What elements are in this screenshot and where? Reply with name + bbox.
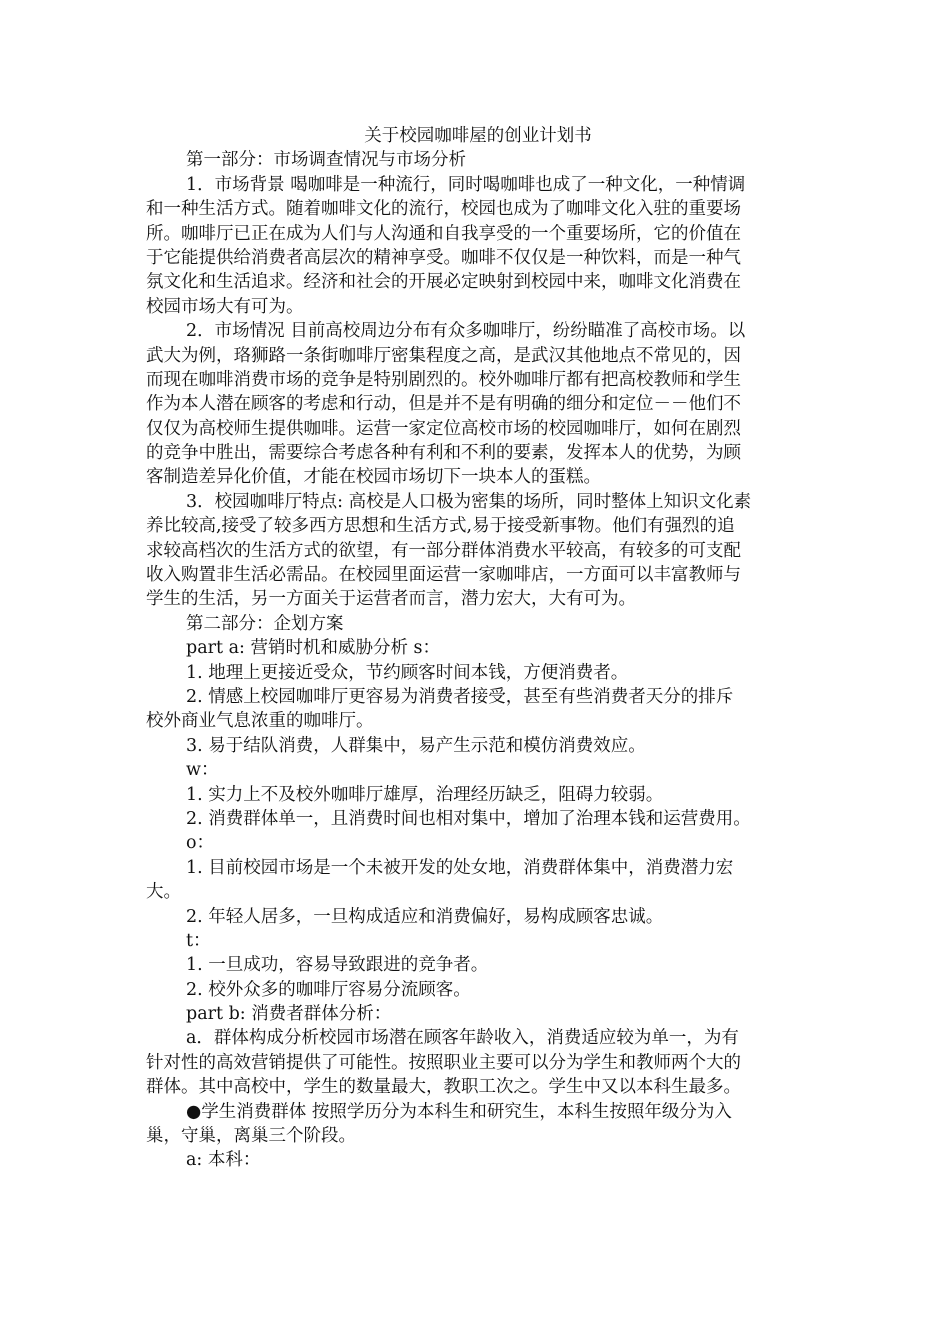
paragraph-line: 学生的生活，另一方面关于运营者而言，潜力宏大，大有可为。	[146, 589, 636, 610]
paragraph-line: 于它能提供给消费者高层次的精神享受。咖啡不仅仅是一种饮料，而是一种气	[146, 247, 741, 268]
paragraph-line: a: 本科：	[186, 1150, 261, 1171]
paragraph-line: 1. 地理上更接近受众，节约顾客时间本钱，方便消费者。	[186, 662, 629, 683]
paragraph-line: 3．校园咖啡厅特点: 高校是人口极为密集的场所，同时整体上知识文化素	[186, 491, 752, 512]
paragraph-line: 2．市场情况 目前高校周边分布有众多咖啡厅，纷纷瞄准了高校市场。以	[186, 321, 746, 342]
paragraph-line: w：	[186, 760, 219, 781]
paragraph-line: 第一部分：市场调查情况与市场分析	[186, 150, 466, 171]
paragraph-line: 针对性的高效营销提供了可能性。按照职业主要可以分为学生和教师两个大的	[146, 1052, 741, 1073]
paragraph-line: 客制造差异化价值，才能在校园市场切下一块本人的蛋糕。	[146, 467, 601, 488]
paragraph-line: 收入购置非生活必需品。在校园里面运营一家咖啡店，一方面可以丰富教师与	[146, 565, 741, 586]
paragraph-line: 和一种生活方式。随着咖啡文化的流行，校园也成为了咖啡文化入驻的重要场	[146, 199, 741, 220]
paragraph-line: 2. 年轻人居多，一旦构成适应和消费偏好，易构成顾客忠诚。	[186, 906, 664, 927]
paragraph-line: 2. 消费群体单一，且消费时间也相对集中，增加了治理本钱和运营费用。	[186, 808, 751, 829]
paragraph-line: 1．市场背景 喝咖啡是一种流行，同时喝咖啡也成了一种文化，一种情调	[186, 174, 746, 195]
paragraph-line: part b: 消费者群体分析：	[186, 1004, 392, 1025]
paragraph-line: 3. 易于结队消费，人群集中，易产生示范和模仿消费效应。	[186, 735, 646, 756]
paragraph-line: 2. 情感上校园咖啡厅更容易为消费者接受，甚至有些消费者天分的排斥	[186, 686, 734, 707]
paragraph-line: 群体。其中高校中，学生的数量最大，教职工次之。学生中又以本科生最多。	[146, 1077, 741, 1098]
paragraph-line: a．群体构成分析校园市场潜在顾客年龄收入，消费适应较为单一，为有	[186, 1028, 739, 1049]
paragraph-line: 仅仅为高校师生提供咖啡。运营一家定位高校市场的校园咖啡厅，如何在剧烈	[146, 418, 741, 439]
paragraph-line: 2. 校外众多的咖啡厅容易分流顾客。	[186, 979, 471, 1000]
paragraph-line: 大。	[146, 882, 181, 903]
paragraph-line: 校园市场大有可为。	[146, 296, 304, 317]
paragraph-line: 巢，守巢，离巢三个阶段。	[146, 1126, 356, 1147]
paragraph-line: o：	[186, 833, 215, 854]
paragraph-line: 而现在咖啡消费市场的竞争是特别剧烈的。校外咖啡厅都有把高校教师和学生	[146, 369, 741, 390]
paragraph-line: 的竞争中胜出，需要综合考虑各种有利和不利的要素，发挥本人的优势，为顾	[146, 443, 741, 464]
paragraph-line: 1. 实力上不及校外咖啡厅雄厚，治理经历缺乏，阻碍力较弱。	[186, 784, 664, 805]
paragraph-line: part a: 营销时机和威胁分析 s：	[186, 638, 441, 659]
paragraph-line: 1. 一旦成功，容易导致跟进的竞争者。	[186, 955, 489, 976]
document-body	[146, 148, 810, 1172]
paragraph-line: 所。咖啡厅已正在成为人们与人沟通和自我享受的一个重要场所，它的价值在	[146, 223, 741, 244]
paragraph-line: 氛文化和生活追求。经济和社会的开展必定映射到校园中来，咖啡文化消费在	[146, 272, 741, 293]
document-page	[146, 124, 810, 1173]
paragraph-line: 校外商业气息浓重的咖啡厅。	[146, 711, 374, 732]
paragraph-line: 求较高档次的生活方式的欲望，有一部分群体消费水平较高，有较多的可支配	[146, 540, 741, 561]
paragraph-line: ●学生消费群体 按照学历分为本科生和研究生，本科生按照年级分为入	[186, 1101, 732, 1122]
paragraph-line: 武大为例，珞狮路一条街咖啡厅密集程度之高，是武汉其他地点不常见的，因	[146, 345, 741, 366]
paragraph-line: 养比较高,接受了较多西方思想和生活方式,易于接受新事物。他们有强烈的追	[146, 516, 735, 537]
paragraph-line: 作为本人潜在顾客的考虑和行动，但是并不是有明确的细分和定位－－他们不	[146, 394, 741, 415]
document-title: 关于校园咖啡屋的创业计划书	[364, 126, 592, 146]
paragraph-line: 第二部分：企划方案	[186, 613, 344, 634]
paragraph-line: t：	[186, 930, 211, 951]
paragraph-line: 1. 目前校园市场是一个未被开发的处女地，消费群体集中，消费潜力宏	[186, 857, 734, 878]
